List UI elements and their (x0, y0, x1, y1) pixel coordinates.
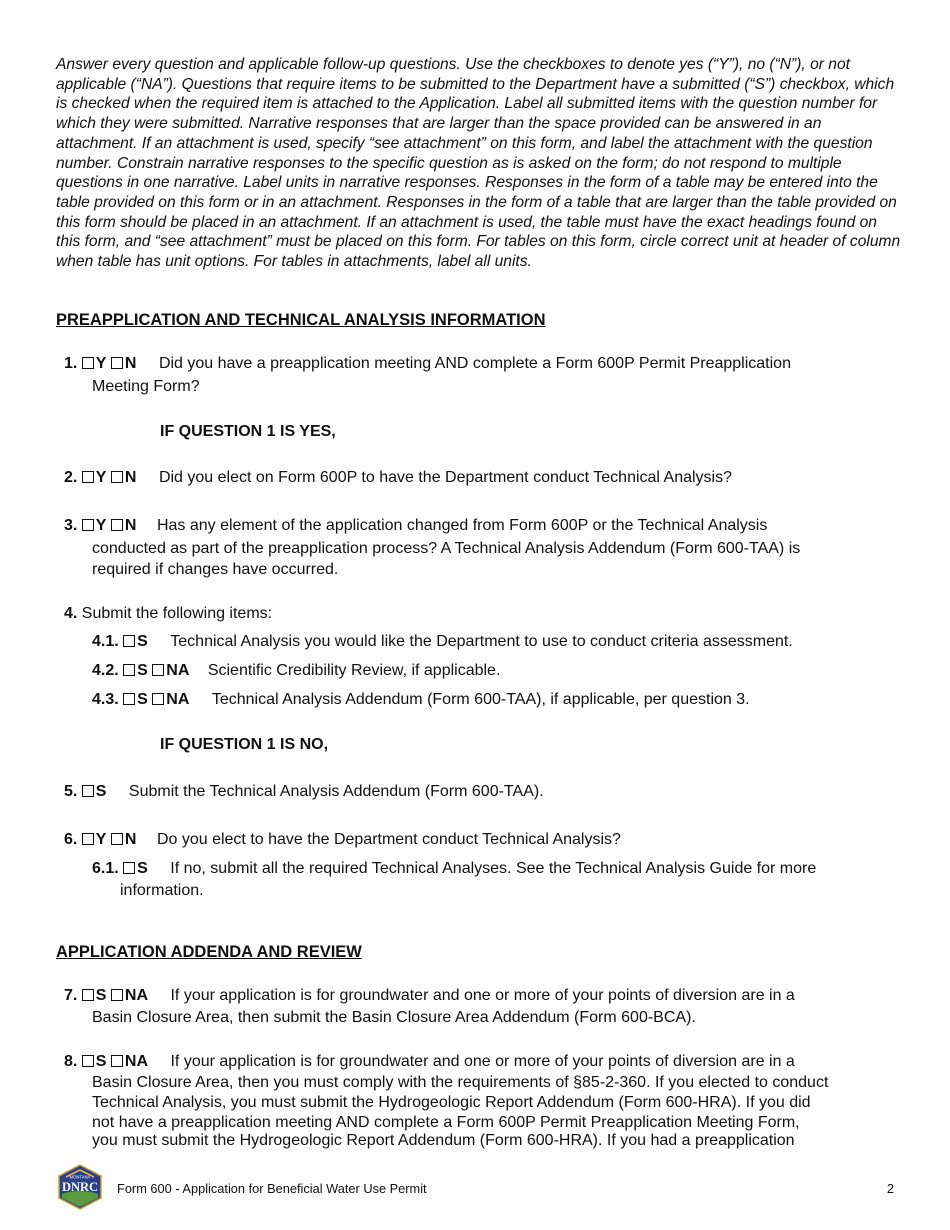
question-number: 4. (64, 605, 78, 622)
question-6 (64, 829, 621, 851)
question-number: 6. (64, 831, 78, 848)
yes-label: Y (95, 355, 107, 372)
submitted-label: S (137, 860, 148, 877)
question-text: If your application is for groundwater and one or more of your points of diversion are in a (170, 987, 795, 1004)
condition-no-heading: IF QUESTION 1 IS NO, (160, 736, 329, 753)
na-label: NA (124, 1053, 149, 1070)
question-number: 8. (64, 1053, 78, 1070)
question-number: 4.2. (92, 662, 119, 679)
question-number: 1. (64, 355, 78, 372)
question-4 (64, 603, 272, 625)
question-4-1 (92, 631, 793, 653)
submitted-checkbox[interactable] (123, 862, 135, 874)
question-8-text-cont: you must submit the Hydrogeologic Report Addendum (Form 600-HRA). If you had a preapplication (92, 1132, 795, 1149)
no-label: N (124, 469, 137, 486)
na-checkbox[interactable] (111, 1055, 123, 1067)
no-label: N (124, 831, 137, 848)
question-7-text-cont: Basin Closure Area, then submit the Basin Closure Area Addendum (Form 600-BCA). (92, 1009, 696, 1026)
question-text: Submit the Technical Analysis Addendum (Form 600-TAA). (128, 783, 544, 800)
question-text: Did you elect on Form 600P to have the Department conduct Technical Analysis? (158, 469, 733, 486)
no-checkbox[interactable] (111, 833, 123, 845)
question-3-text-cont: required if changes have occurred. (92, 561, 339, 578)
question-8-text-cont: not have a preapplication meeting AND complete a Form 600P Permit Preapplication Meeting Form, (92, 1114, 800, 1131)
question-6-1 (92, 858, 816, 880)
dnrc-logo (56, 1164, 104, 1210)
submitted-label: S (137, 691, 148, 708)
submitted-label: S (95, 783, 107, 800)
instructions-paragraph: Answer every question and applicable follow-up questions. Use the checkboxes to denote yes (“Y”), no (“N”), or not applicable (“NA”). Questions that require items to be submitted to the Department have a submitted (“S”) checkbox, which is checked when the required item is attached to the Application. Label all submitted items with the question number for which they were submitted. Narrative responses that are larger than the space provided can be answered in an attachment. If an attachment is used, specify “see attachment” on this form, and label the attachment with the question number. Constrain narrative responses to the specific question as is asked on the form; do not respond to multiple questions in one narrative. Label units in narrative responses. Responses in the form of a table may be entered into the table provided on this form or in an attachment. Responses in the form of a table that are larger than the table provided on this form should be placed in an attachment. If an attachment is used, the table must have the exact headings found on this form, and “see attachment” must be placed on this form. For tables on this form, circle correct unit at header of column when table has unit options. For tables in attachments, label all units. (56, 56, 901, 271)
question-3-text-cont: conducted as part of the preapplication process? A Technical Analysis Addendum (Form 600-TAA) is (92, 540, 801, 557)
submitted-checkbox[interactable] (123, 635, 135, 647)
no-checkbox[interactable] (111, 471, 123, 483)
footer-form-title: Form 600 - Application for Beneficial Water Use Permit (117, 1181, 427, 1196)
logo-text: DNRC (61, 1180, 99, 1194)
submitted-checkbox[interactable] (82, 1055, 94, 1067)
question-number: 2. (64, 469, 78, 486)
no-label: N (124, 355, 137, 372)
question-text: Submit the following items: (81, 605, 273, 622)
yes-checkbox[interactable] (82, 833, 94, 845)
na-checkbox[interactable] (111, 989, 123, 1001)
na-label: NA (124, 987, 149, 1004)
submitted-checkbox[interactable] (123, 664, 135, 676)
question-8 (64, 1051, 795, 1073)
logo-top-text: MONTANA (69, 1174, 91, 1180)
na-checkbox[interactable] (152, 693, 164, 705)
question-3 (64, 515, 767, 537)
submitted-checkbox[interactable] (82, 989, 94, 1001)
submitted-label: S (95, 1053, 107, 1070)
na-label: NA (166, 691, 190, 708)
yes-checkbox[interactable] (82, 471, 94, 483)
question-5 (64, 781, 544, 803)
question-4-2 (92, 660, 500, 682)
submitted-label: S (137, 633, 148, 650)
question-8-text-cont: Basin Closure Area, then you must comply with the requirements of §85-2-360. If you elected to conduct (92, 1074, 829, 1091)
question-number: 5. (64, 783, 78, 800)
question-number: 4.1. (92, 633, 119, 650)
question-4-3 (92, 689, 750, 711)
question-text: Technical Analysis you would like the Department to use to conduct criteria assessment. (170, 633, 793, 650)
question-text: Technical Analysis Addendum (Form 600-TAA), if applicable, per question 3. (211, 691, 750, 708)
na-checkbox[interactable] (152, 664, 164, 676)
yes-label: Y (95, 517, 107, 534)
submitted-checkbox[interactable] (123, 693, 135, 705)
page-number: 2 (886, 1181, 894, 1196)
yes-checkbox[interactable] (82, 519, 94, 531)
section-title-preapplication: PREAPPLICATION AND TECHNICAL ANALYSIS INFORMATION (56, 311, 546, 329)
submitted-label: S (95, 987, 107, 1004)
question-text: Scientific Credibility Review, if applicable. (207, 662, 501, 679)
question-text: Has any element of the application changed from Form 600P or the Technical Analysis (156, 517, 768, 534)
no-checkbox[interactable] (111, 357, 123, 369)
question-number: 3. (64, 517, 78, 534)
question-8-text-cont: Technical Analysis, you must submit the Hydrogeologic Report Addendum (Form 600-HRA). If you did (92, 1094, 811, 1111)
question-1-text-cont: Meeting Form? (92, 378, 200, 395)
question-2 (64, 467, 732, 489)
question-number: 4.3. (92, 691, 119, 708)
question-text: If no, submit all the required Technical Analyses. See the Technical Analysis Guide for more (170, 860, 817, 877)
question-text: Did you have a preapplication meeting AND complete a Form 600P Permit Preapplication (158, 355, 791, 372)
question-number: 7. (64, 987, 78, 1004)
submitted-label: S (137, 662, 148, 679)
condition-yes-heading: IF QUESTION 1 IS YES, (160, 423, 336, 440)
section-title-addenda: APPLICATION ADDENDA AND REVIEW (56, 943, 362, 961)
no-label: N (124, 517, 137, 534)
submitted-checkbox[interactable] (82, 785, 94, 797)
question-1 (64, 353, 791, 375)
yes-label: Y (95, 469, 107, 486)
question-6-1-text-cont: information. (120, 882, 204, 899)
question-7 (64, 985, 795, 1007)
question-text: Do you elect to have the Department conduct Technical Analysis? (156, 831, 621, 848)
yes-checkbox[interactable] (82, 357, 94, 369)
na-label: NA (166, 662, 190, 679)
yes-label: Y (95, 831, 107, 848)
question-text: If your application is for groundwater and one or more of your points of diversion are in a (170, 1053, 795, 1070)
no-checkbox[interactable] (111, 519, 123, 531)
question-number: 6.1. (92, 860, 119, 877)
